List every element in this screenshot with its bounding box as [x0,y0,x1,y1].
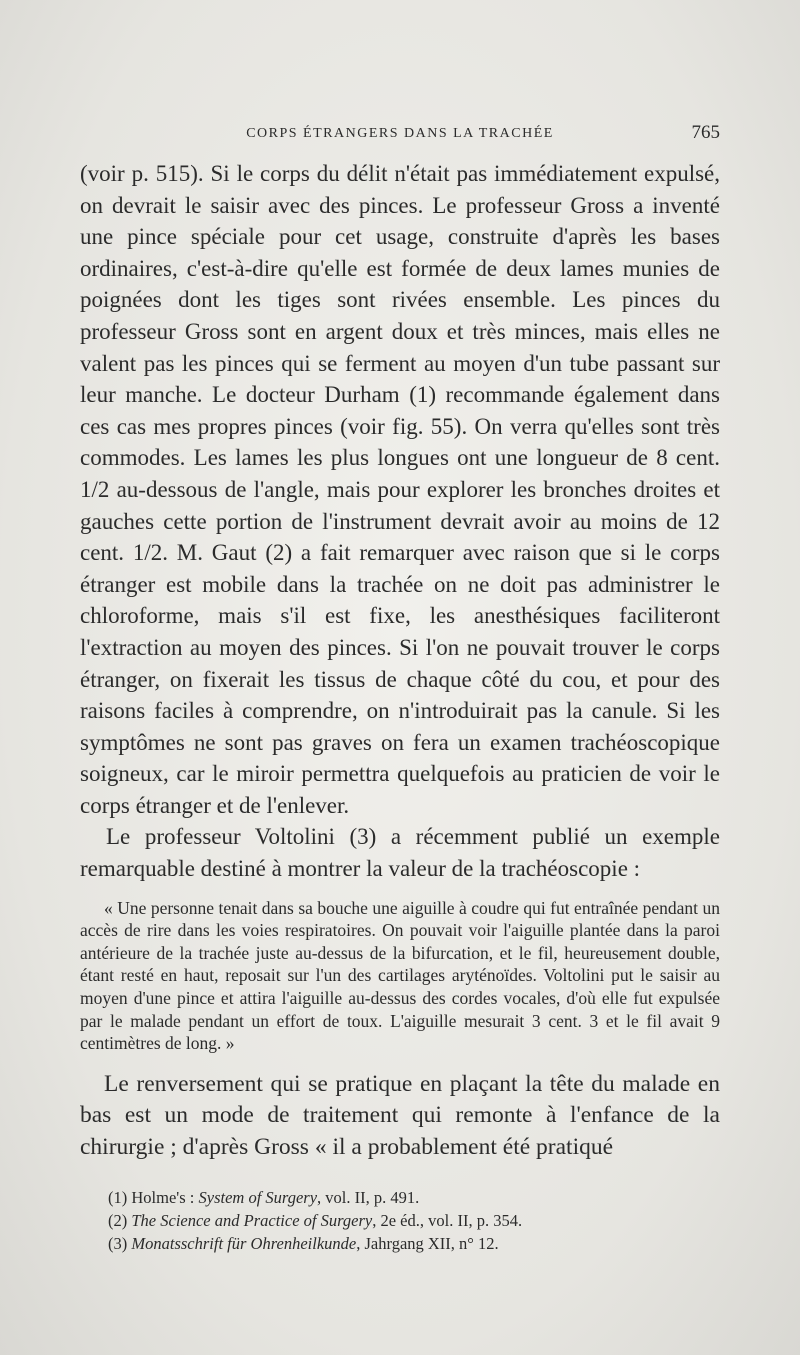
running-head: CORPS ÉTRANGERS DANS LA TRACHÉE [246,126,554,141]
footnote-1 [108,1186,708,1209]
footnote-title: Monatsschrift für Ohrenheilkunde [131,1234,357,1253]
paragraph-2: Le professeur Voltolini (3) a récemment publié un exemple remarquable destiné à montrer la valeur de la trachéoscopie : [80,824,720,882]
page-header [80,122,720,146]
footnote-marker: (1) [108,1188,128,1207]
footnote-marker: (3) [108,1234,128,1253]
footnote-reference: , 2e éd., vol. II, p. 354. [372,1211,523,1230]
footnote-reference: , vol. II, p. 491. [317,1188,420,1207]
paragraph-1: (voir p. 515). Si le corps du délit n'était pas immédiatement expulsé, on devrait le saisir avec des pinces. Le professeur Gross a inventé une pince spéciale pour cet usage, construite d'après les bases ordinaires, c'est-à-dire qu'elle est formée de deux lames munies de poignées dont les tiges sont rivées ensemble. Les pinces du professeur Gross sont en argent doux et très minces, mais elles ne valent pas les pinces qui se ferment au moyen d'un tube passant sur leur manche. Le docteur Durham (1) recommande également dans ces cas mes propres pinces (voir fig. 55). On verra qu'elles sont très commodes. Les lames les plus longues ont une longueur de 8 cent. 1/2 au-dessous de l'angle, mais pour explorer les bronches droites et gauches cette portion de l'instrument devrait avoir au moins de 12 cent. 1/2. M. Gaut (2) a fait remarquer avec raison que si le corps étranger est mobile dans la trachée on ne doit pas administrer le chloroforme, mais s'il est fixe, les anesthésiques faciliteront l'extraction au moyen des pinces. Si l'on ne pouvait trouver le corps étranger, on fixerait les tissus de chaque côté du cou, et pour des raisons faciles à comprendre, on n'introduirait pas la canule. Si les symptômes ne sont pas graves on fera un examen trachéoscopique soigneux, car le miroir permettra quelquefois au praticien de voir le corps étranger et de l'enlever. [80,161,720,818]
footnote-title: System of Surgery [198,1188,318,1207]
footnote-marker: (2) [108,1211,128,1230]
footnote-reference: , Jahrgang XII, n° 12. [356,1234,499,1253]
footnote-3 [108,1232,708,1255]
page-number: 765 [691,122,720,143]
page-body [80,158,720,1163]
footnote-2 [108,1209,708,1232]
footnotes [108,1186,708,1255]
footnote-author: Holme's : [131,1188,199,1207]
footnote-title: The Science and Practice of Surgery [131,1211,373,1230]
block-quote: « Une personne tenait dans sa bouche une aiguille à coudre qui fut entraînée pendant un accès de rire dans les voies respiratoires. On pouvait voir l'aiguille plantée dans la paroi antérieure de la trachée juste au-dessus de la bifurcation, et le fil, heureusement double, étant resté en haut, reposait sur l'un des cartilages aryténoïdes. Voltolini put le saisir au moyen d'une pince et attira l'aiguille au-dessus des cordes vocales, d'où elle fut expulsée par le malade pendant un effort de toux. L'aiguille mesurait 3 cent. 3 et le fil avait 9 centimètres de long. » [80,897,720,1054]
paragraph-3: Le renversement qui se pratique en plaçant la tête du malade en bas est un mode de traitement qui remonte à l'enfance de la chirurgie ; d'après Gross « il a probablement été pratiqué [80,1070,720,1160]
